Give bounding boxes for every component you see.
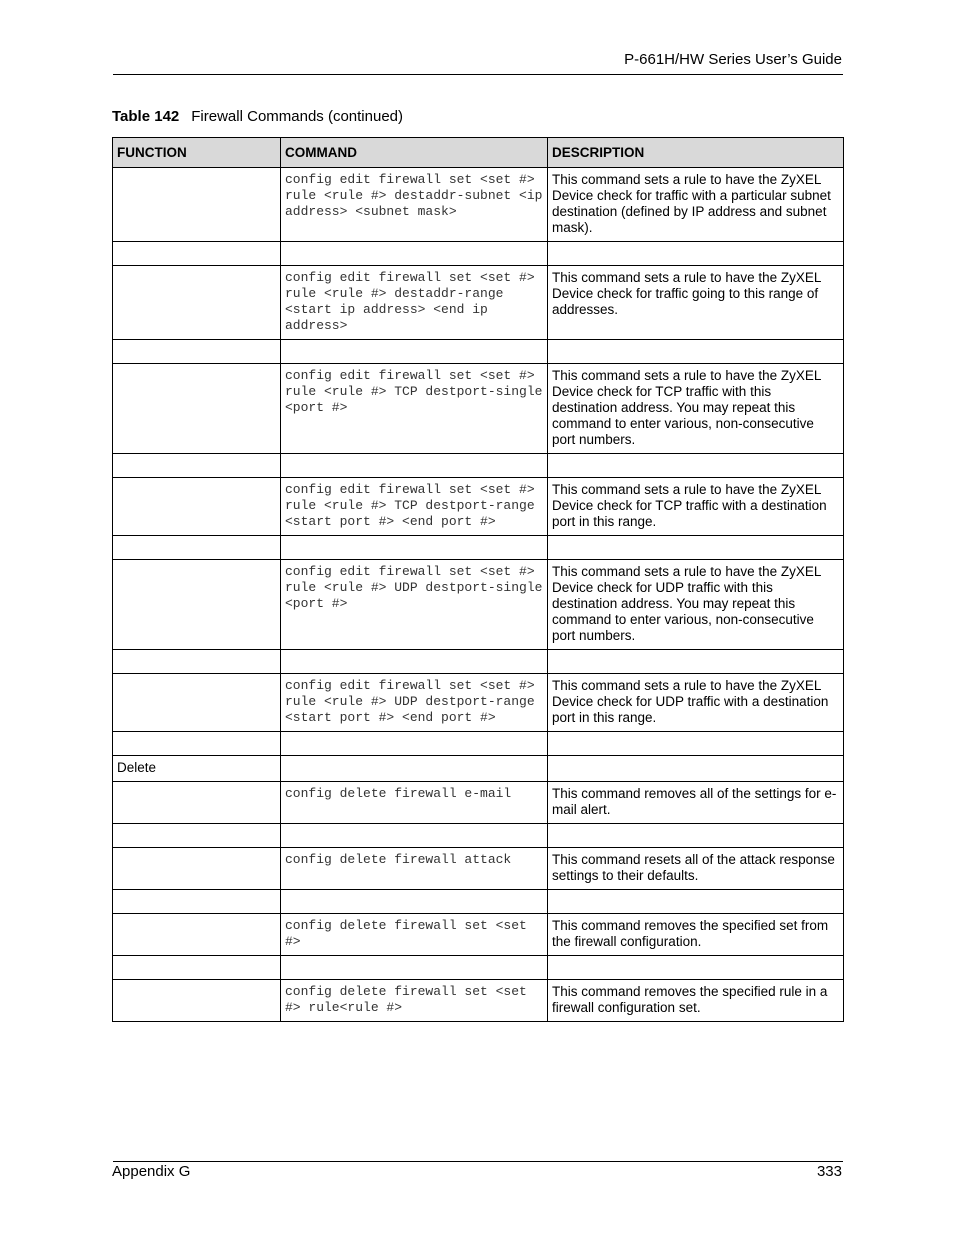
function-cell [113,340,281,364]
page-number: 333 [816,1163,842,1180]
function-cell [113,848,281,890]
function-cell [113,536,281,560]
function-cell [113,454,281,478]
function-cell [113,956,281,980]
description-cell [548,756,844,782]
column-header-function: FUNCTION [113,138,281,168]
description-cell: This command removes all of the settings for e-mail alert. [548,782,844,824]
function-cell: Delete [113,756,281,782]
function-cell [113,478,281,536]
table-caption-label: Table 142 [112,108,180,125]
command-cell [281,536,548,560]
function-cell [113,168,281,242]
table-row [113,674,844,732]
table-row [113,890,844,914]
description-cell [548,650,844,674]
description-cell [548,454,844,478]
description-cell: This command sets a rule to have the ZyXEL Device check for TCP traffic with a destination port in this range. [548,478,844,536]
description-cell [548,824,844,848]
table-row [113,914,844,956]
table-header-row [113,138,844,168]
description-cell [548,890,844,914]
description-cell: This command sets a rule to have the ZyXEL Device check for UDP traffic with this destination address. You may repeat this command to enter various, non-consecutive port numbers. [548,560,844,650]
table-row [113,650,844,674]
table-row [113,756,844,782]
function-cell [113,266,281,340]
description-cell: This command sets a rule to have the ZyXEL Device check for traffic with a particular subnet destination (defined by IP address and subnet mask). [548,168,844,242]
table-row [113,454,844,478]
command-cell: config delete firewall attack [281,848,548,890]
description-cell [548,732,844,756]
description-cell: This command sets a rule to have the ZyXEL Device check for TCP traffic with this destination address. You may repeat this command to enter various, non-consecutive port numbers. [548,364,844,454]
firewall-commands-table [112,137,844,1022]
command-cell [281,956,548,980]
footer-section: Appendix G [112,1163,191,1180]
description-cell [548,340,844,364]
table-caption [112,108,403,125]
table-row [113,732,844,756]
table-row [113,824,844,848]
command-cell [281,242,548,266]
table-row [113,560,844,650]
column-header-description: DESCRIPTION [548,138,844,168]
function-cell [113,364,281,454]
description-cell: This command removes the specified rule in a firewall configuration set. [548,980,844,1022]
command-cell [281,732,548,756]
command-cell: config edit firewall set <set #> rule <rule #> TCP destport-range <start port #> <end port #> [281,478,548,536]
command-cell: config delete firewall set <set #> rule<rule #> [281,980,548,1022]
command-cell [281,756,548,782]
description-cell [548,242,844,266]
description-cell: This command resets all of the attack response settings to their defaults. [548,848,844,890]
function-cell [113,824,281,848]
command-cell [281,650,548,674]
table-row [113,364,844,454]
command-cell [281,340,548,364]
function-cell [113,674,281,732]
table-row [113,242,844,266]
description-cell [548,956,844,980]
function-cell [113,890,281,914]
table-row [113,782,844,824]
command-cell [281,454,548,478]
function-cell [113,782,281,824]
table-row [113,478,844,536]
function-cell [113,732,281,756]
function-cell [113,242,281,266]
command-cell: config edit firewall set <set #> rule <rule #> UDP destport-range <start port #> <end port #> [281,674,548,732]
command-cell [281,824,548,848]
command-cell: config edit firewall set <set #> rule <rule #> destaddr-range <start ip address> <end ip address> [281,266,548,340]
description-cell: This command sets a rule to have the ZyXEL Device check for UDP traffic with a destination port in this range. [548,674,844,732]
command-cell: config edit firewall set <set #> rule <rule #> destaddr-subnet <ip address> <subnet mask> [281,168,548,242]
column-header-command: COMMAND [281,138,548,168]
table-row [113,956,844,980]
table-caption-text: Firewall Commands (continued) [191,108,404,125]
table-row [113,980,844,1022]
description-cell: This command removes the specified set from the firewall configuration. [548,914,844,956]
command-cell: config delete firewall e-mail [281,782,548,824]
table-row [113,266,844,340]
function-cell [113,914,281,956]
table-row [113,168,844,242]
command-cell [281,890,548,914]
function-cell [113,560,281,650]
command-cell: config delete firewall set <set #> [281,914,548,956]
header-divider [113,74,843,75]
function-cell [113,650,281,674]
table-row [113,536,844,560]
page-header-title: P-661H/HW Series User’s Guide [624,51,842,68]
description-cell [548,536,844,560]
table-row [113,848,844,890]
description-cell: This command sets a rule to have the ZyXEL Device check for traffic going to this range of addresses. [548,266,844,340]
footer-divider [113,1161,843,1162]
command-cell: config edit firewall set <set #> rule <rule #> UDP destport-single <port #> [281,560,548,650]
table-row [113,340,844,364]
function-cell [113,980,281,1022]
command-cell: config edit firewall set <set #> rule <rule #> TCP destport-single <port #> [281,364,548,454]
